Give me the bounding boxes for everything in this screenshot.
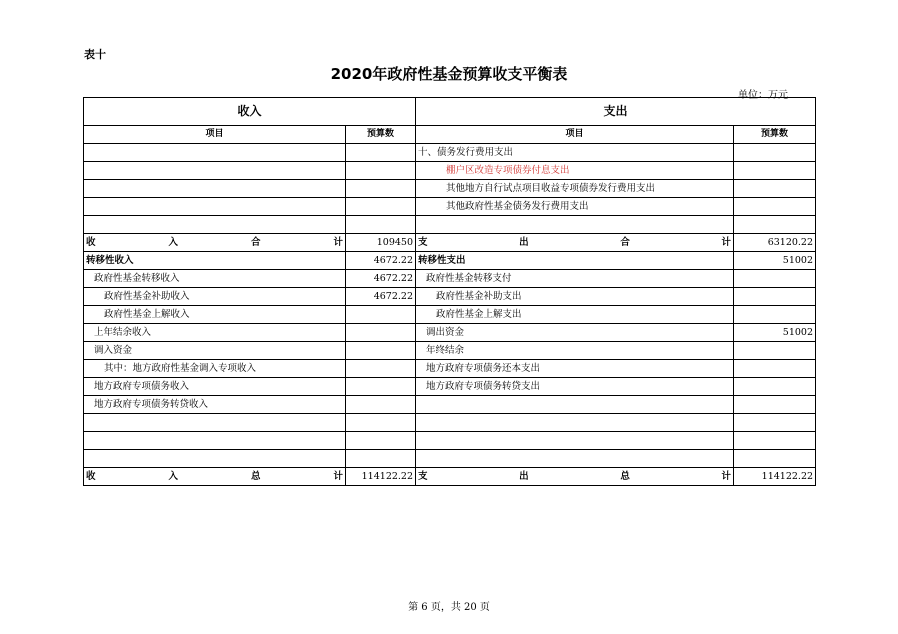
expense-amount: 51002	[734, 324, 816, 342]
label-char: 计	[721, 237, 731, 248]
table-row	[84, 270, 816, 288]
label-char: 收	[86, 237, 96, 248]
expense-item: 十、债务发行费用支出	[416, 144, 734, 162]
table-row	[84, 198, 816, 216]
document-title: 2020年政府性基金预算收支平衡表	[330, 65, 568, 83]
income-amount	[346, 216, 416, 234]
income-amount-header: 预算数	[346, 126, 416, 144]
table-row	[84, 396, 816, 414]
income-grand-total-amount: 114122.22	[346, 468, 416, 486]
expense-item	[416, 450, 734, 468]
expense-grand-total-amount: 114122.22	[734, 468, 816, 486]
expense-amount	[734, 180, 816, 198]
table-row	[84, 162, 816, 180]
expense-item: 政府性基金转移支付	[416, 270, 734, 288]
section-header-row	[84, 98, 816, 126]
income-item: 其中：地方政府性基金调入专项收入	[84, 360, 346, 378]
column-header-row	[84, 126, 816, 144]
income-total-label	[84, 234, 346, 252]
expense-item	[416, 432, 734, 450]
income-amount	[346, 450, 416, 468]
label-char: 合	[250, 237, 261, 248]
expense-amount	[734, 378, 816, 396]
income-header: 收入	[84, 98, 416, 126]
income-amount	[346, 414, 416, 432]
table-row	[84, 378, 816, 396]
income-item: 调入资金	[84, 342, 346, 360]
table-row	[84, 288, 816, 306]
label-char: 入	[168, 237, 178, 248]
expense-item	[416, 396, 734, 414]
income-item: 政府性基金转移收入	[84, 270, 346, 288]
expense-amount: 51002	[734, 252, 816, 270]
expense-item: 政府性基金上解支出	[416, 306, 734, 324]
budget-balance-table	[83, 97, 816, 486]
expense-item: 地方政府专项债务转贷支出	[416, 378, 734, 396]
table-number-label: 表十	[84, 48, 106, 61]
table-row	[84, 306, 816, 324]
label-char: 入	[168, 471, 178, 482]
income-item: 地方政府专项债务收入	[84, 378, 346, 396]
expense-amount	[734, 162, 816, 180]
income-item	[84, 450, 346, 468]
expense-amount	[734, 342, 816, 360]
income-amount	[346, 360, 416, 378]
expense-item	[416, 216, 734, 234]
expense-item: 调出资金	[416, 324, 734, 342]
expense-amount	[734, 288, 816, 306]
label-char: 计	[333, 471, 343, 482]
income-amount	[346, 306, 416, 324]
expense-amount	[734, 270, 816, 288]
income-amount	[346, 180, 416, 198]
income-item-header: 项目	[84, 126, 346, 144]
expense-amount	[734, 396, 816, 414]
income-amount	[346, 342, 416, 360]
label-char: 出	[519, 237, 529, 248]
income-item	[84, 144, 346, 162]
page-number: 第 6 页，共 20 页	[408, 602, 490, 613]
income-amount	[346, 378, 416, 396]
expense-total-amount: 63120.22	[734, 234, 816, 252]
label-char: 支	[418, 237, 428, 248]
expense-total-label	[416, 234, 734, 252]
income-amount: 4672.22	[346, 252, 416, 270]
income-item: 政府性基金补助收入	[84, 288, 346, 306]
income-item	[84, 198, 346, 216]
income-item	[84, 180, 346, 198]
income-amount	[346, 144, 416, 162]
table-row	[84, 144, 816, 162]
table-row	[84, 450, 816, 468]
label-char: 计	[721, 471, 731, 482]
expense-item: 转移性支出	[416, 252, 734, 270]
income-item	[84, 432, 346, 450]
label-char: 计	[333, 237, 343, 248]
expense-item: 政府性基金补助支出	[416, 288, 734, 306]
expense-item: 年终结余	[416, 342, 734, 360]
table-row	[84, 180, 816, 198]
label-char: 总	[250, 471, 261, 482]
expense-amount	[734, 144, 816, 162]
expense-amount	[734, 432, 816, 450]
expense-header: 支出	[416, 98, 816, 126]
expense-amount	[734, 198, 816, 216]
expense-item: 其他地方自行试点项目收益专项债券发行费用支出	[416, 180, 734, 198]
income-item: 上年结余收入	[84, 324, 346, 342]
income-total-amount: 109450	[346, 234, 416, 252]
income-amount: 4672.22	[346, 288, 416, 306]
expense-amount	[734, 414, 816, 432]
table-row	[84, 216, 816, 234]
expense-amount-header: 预算数	[734, 126, 816, 144]
table-row	[84, 342, 816, 360]
income-item	[84, 162, 346, 180]
table-row	[84, 252, 816, 270]
income-item	[84, 216, 346, 234]
label-char: 出	[519, 471, 529, 482]
expense-amount	[734, 216, 816, 234]
label-char: 收	[86, 471, 96, 482]
expense-item: 其他政府性基金债务发行费用支出	[416, 198, 734, 216]
expense-item-header: 项目	[416, 126, 734, 144]
label-char: 总	[620, 471, 630, 482]
income-grand-total-label	[84, 468, 346, 486]
income-amount	[346, 396, 416, 414]
expense-amount	[734, 360, 816, 378]
expense-amount	[734, 306, 816, 324]
expense-item	[416, 414, 734, 432]
income-amount	[346, 162, 416, 180]
expense-grand-total-label	[416, 468, 734, 486]
table-row	[84, 432, 816, 450]
income-item: 政府性基金上解收入	[84, 306, 346, 324]
label-char: 支	[418, 471, 428, 482]
income-amount	[346, 198, 416, 216]
income-amount	[346, 324, 416, 342]
income-amount: 4672.22	[346, 270, 416, 288]
expense-item: 棚户区改造专项债券付息支出	[416, 162, 734, 180]
label-char: 合	[620, 237, 630, 248]
expense-amount	[734, 450, 816, 468]
income-item: 转移性收入	[84, 252, 346, 270]
income-amount	[346, 432, 416, 450]
grand-total-row	[84, 468, 816, 486]
table-row	[84, 360, 816, 378]
expense-item: 地方政府专项债务还本支出	[416, 360, 734, 378]
table-row	[84, 414, 816, 432]
table-row	[84, 324, 816, 342]
income-item	[84, 414, 346, 432]
income-expense-total-row	[84, 234, 816, 252]
unit-label: 单位：万元	[738, 90, 788, 101]
income-item: 地方政府专项债务转贷收入	[84, 396, 346, 414]
